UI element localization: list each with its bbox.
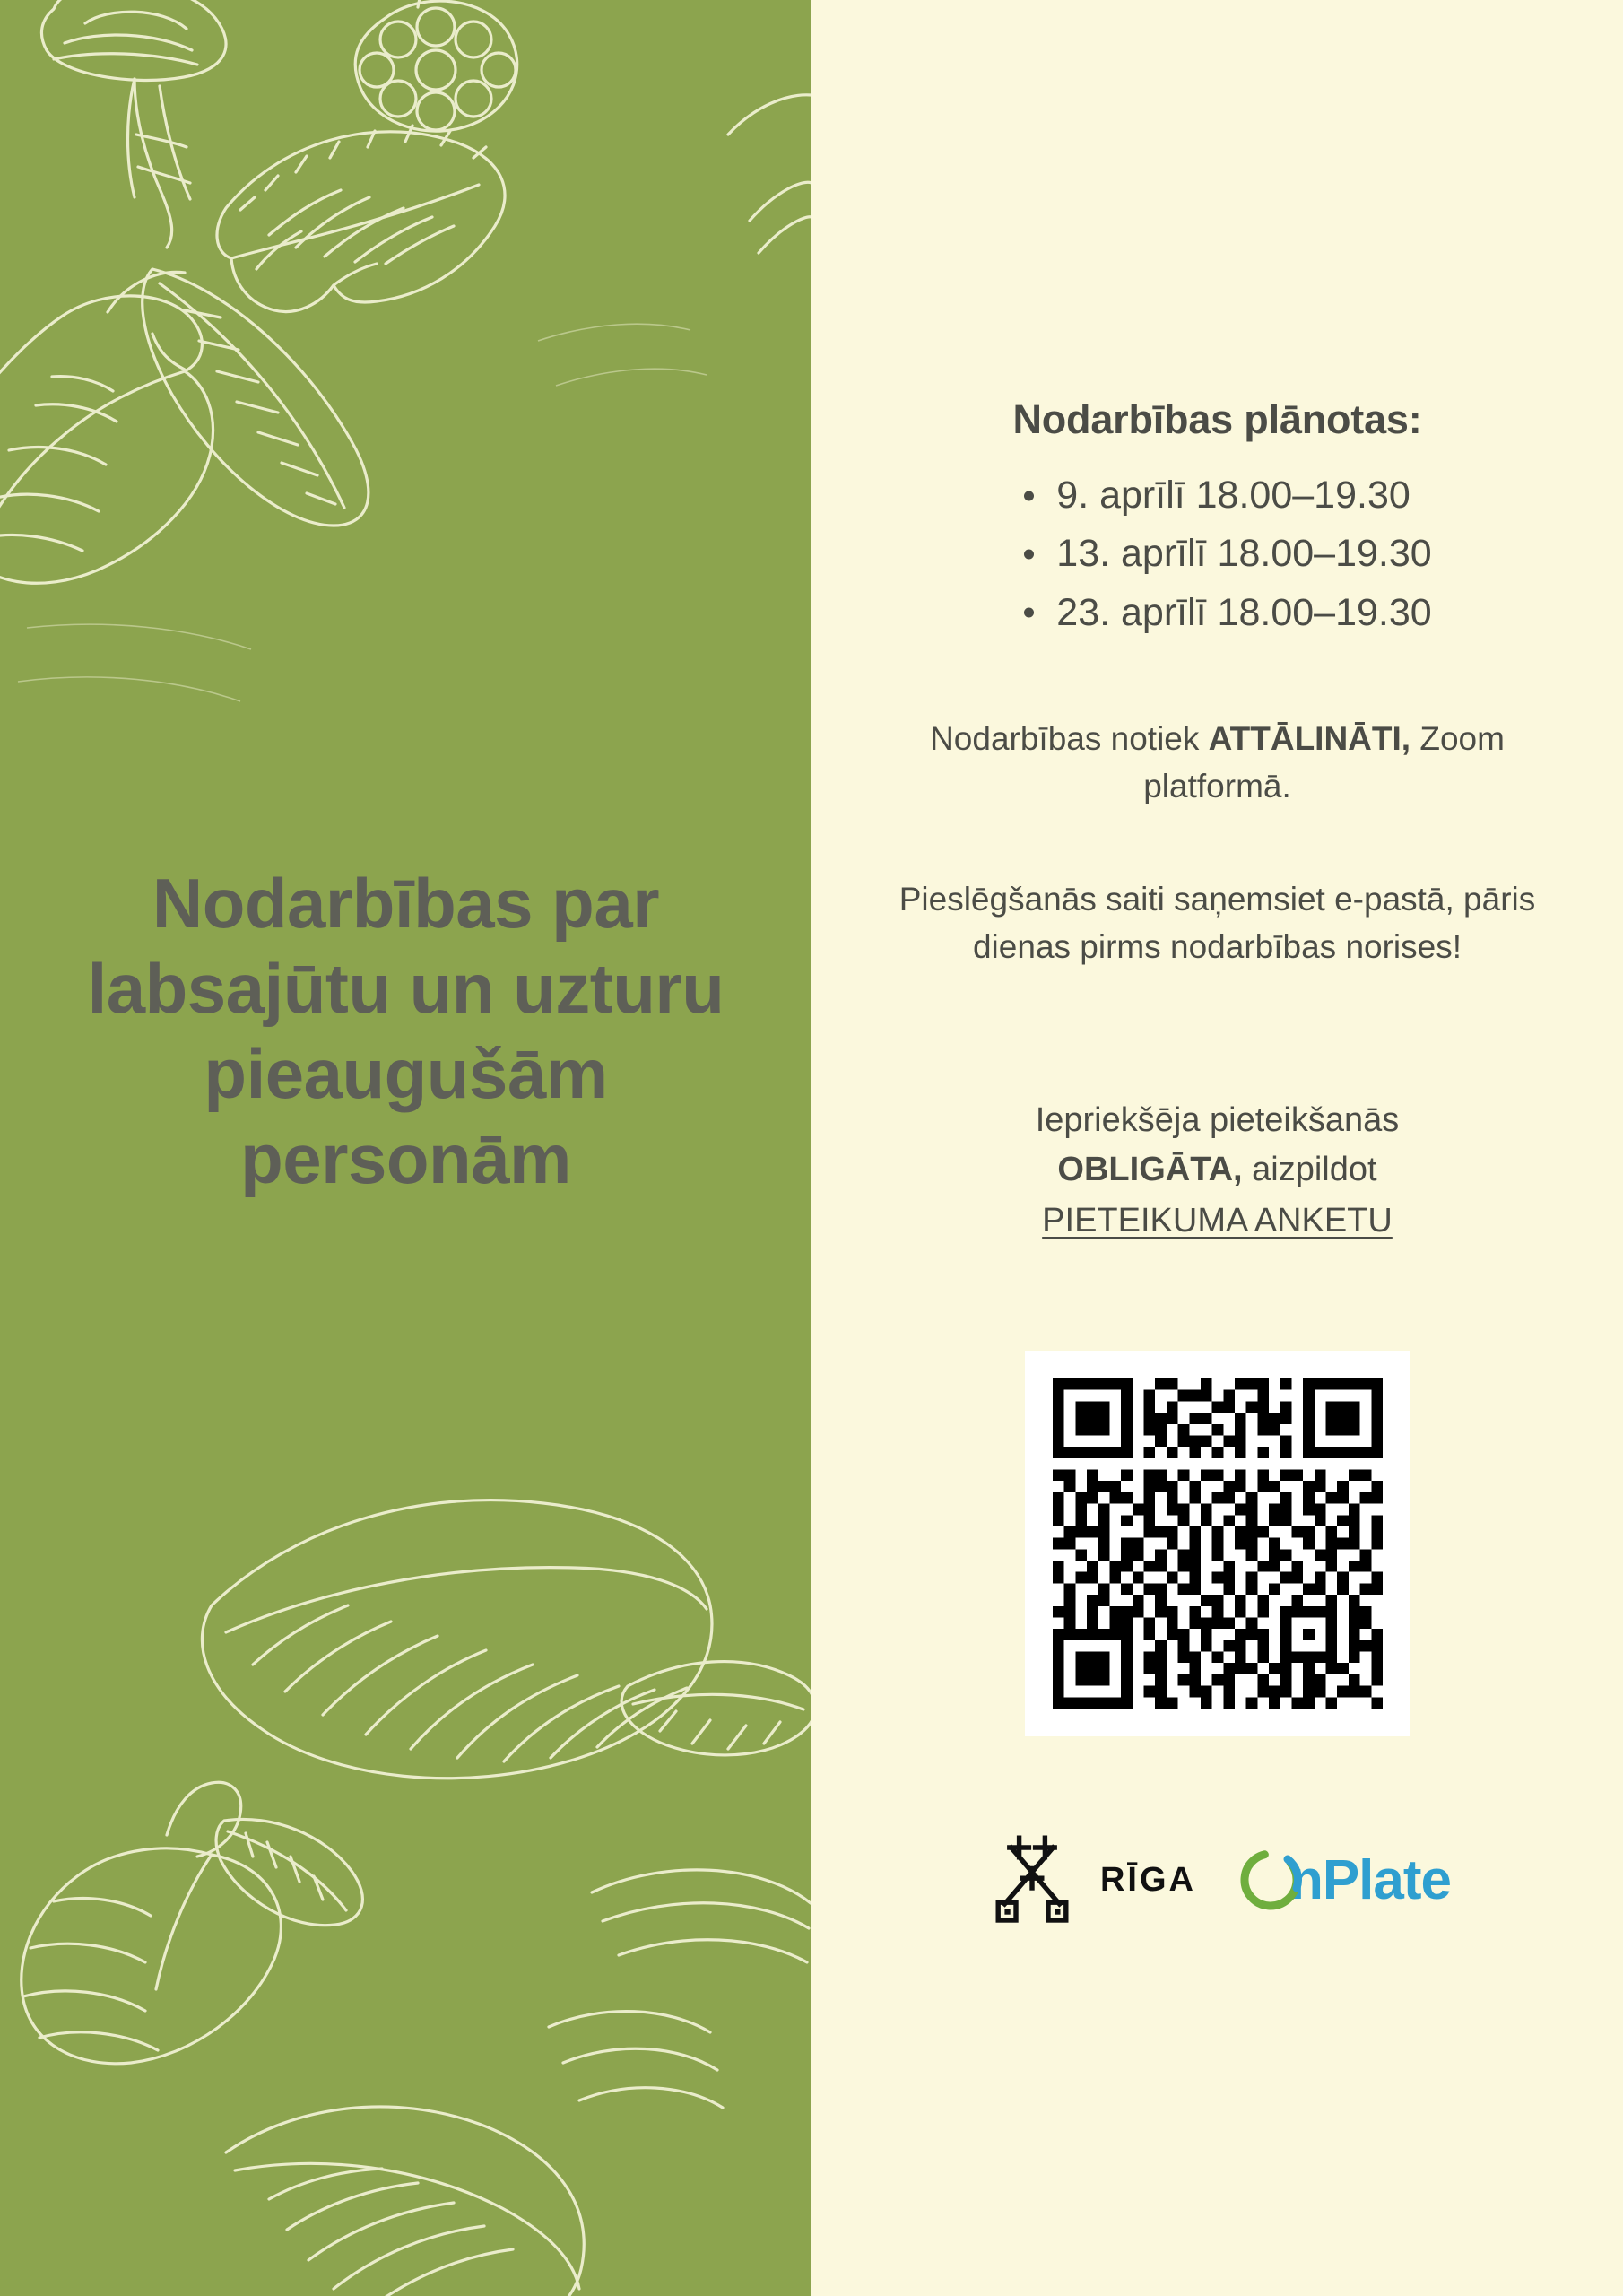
list-item: 13. aprīlī 18.00–19.30 (1019, 525, 1431, 583)
email-link-note: Pieslēgšanās saiti saņemsiet e-pastā, pāris dienas pirms nodarbības norises! (898, 881, 1536, 965)
riga-label: RĪGA (1099, 1860, 1196, 1899)
signup-line-2 (861, 1145, 1574, 1195)
list-item: 23. aprīlī 18.00–19.30 (1019, 584, 1431, 642)
signup-after: aizpildot (1242, 1150, 1377, 1188)
remote-note-bold: ATTĀLINĀTI, (1208, 720, 1411, 758)
onplate-n: n (1289, 1848, 1323, 1911)
onplate-logo (1237, 1847, 1451, 1913)
crossed-keys-icon (984, 1830, 1081, 1930)
remote-note-after: Zoom platformā. (1143, 720, 1505, 804)
signup-bold: OBLIGĀTA, (1057, 1150, 1243, 1188)
poster-title: Nodarbības par labsajūtu un uzturu pieaugušām personām (87, 864, 725, 1199)
onplate-o-mark (1237, 1847, 1304, 1913)
remote-note (861, 716, 1574, 810)
schedule-heading: Nodarbības plānotas: (1012, 396, 1422, 442)
remote-note-before: Nodarbības notiek (930, 720, 1209, 758)
signup-block (861, 1096, 1574, 1245)
list-item: 9. aprīlī 18.00–19.30 (1019, 466, 1431, 525)
riga-logo (984, 1830, 1196, 1930)
onplate-plate: Plate (1322, 1848, 1452, 1911)
application-form-link[interactable]: PIETEIKUMA ANKETU (1042, 1201, 1393, 1239)
schedule-list (1002, 466, 1431, 642)
qr-code[interactable] (1025, 1351, 1410, 1736)
signup-line-1: Iepriekšēja pieteikšanās (1035, 1101, 1400, 1140)
footer-logos (861, 1830, 1574, 1930)
right-content-panel (812, 0, 1623, 2296)
